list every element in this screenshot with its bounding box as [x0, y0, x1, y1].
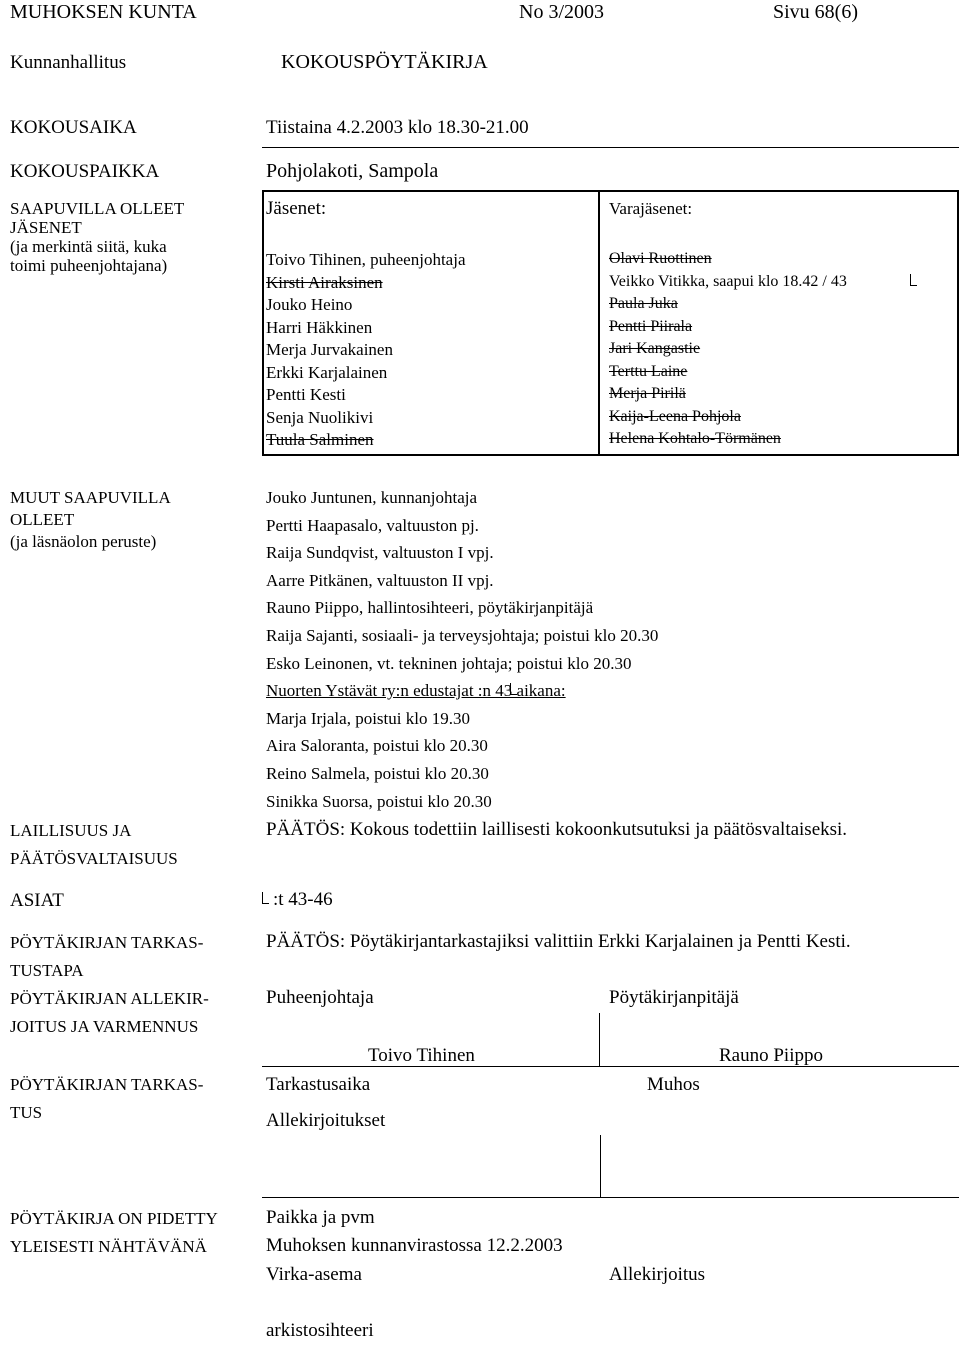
meeting-time-value: Tiistaina 4.2.2003 klo 18.30-21.00	[266, 117, 529, 138]
document-type: KOKOUSPÖYTÄKIRJA	[281, 51, 488, 73]
members-heading: Jäsenet:	[266, 198, 327, 219]
issue-number: No 3/2003	[519, 1, 604, 23]
other-attendee-item: Raija Sajanti, sosiaali- ja terveysjohtaja; poistui klo 20.30	[266, 626, 659, 645]
secretary-name: Rauno Piippo	[719, 1045, 823, 1066]
deputy-item: Helena Kohtalo-Törmänen	[609, 430, 781, 447]
inspection-place: Muhos	[647, 1074, 700, 1095]
other-attendee-item: Rauno Piippo, hallintosihteeri, pöytäkirjanpitäjä	[266, 598, 594, 618]
attendees-label-1: SAAPUVILLA OLLEET	[10, 199, 185, 218]
deputy-item: Veikko Vitikka, saapui klo 18.42 / 43	[609, 272, 847, 290]
legality-decision: PÄÄTÖS: Kokous todettiin laillisesti kokoonkutsutuksi ja päätösvaltaiseksi.	[266, 819, 848, 840]
meeting-time-label: KOKOUSAIKA	[10, 117, 137, 138]
attendees-bottom-rule	[262, 454, 959, 456]
mark-glyph-deputies	[910, 274, 919, 290]
member-item: Jouko Heino	[266, 295, 353, 314]
other-attendee-item: Raija Sundqvist, valtuuston I vpj.	[266, 543, 494, 563]
inspection-method-label-2: TUSTAPA	[10, 961, 84, 980]
deputy-item: Paula Juka	[609, 295, 678, 312]
other-attendee-item: Aira Saloranta, poistui klo 20.30	[266, 736, 488, 756]
attendees-label-3: (ja merkintä siitä, kuka	[10, 237, 167, 256]
signature-label: Allekirjoitus	[609, 1264, 706, 1285]
mark-glyph-matters	[262, 892, 271, 908]
time-rule	[262, 147, 959, 148]
deputy-item: Olavi Ruottinen	[609, 250, 712, 267]
deputy-item: Kaija-Leena Pohjola	[609, 407, 741, 425]
meeting-place-value: Pohjolakoti, Sampola	[266, 160, 439, 182]
attendees-label-2: JÄSENET	[10, 218, 82, 237]
member-item: Pentti Kesti	[266, 385, 346, 404]
legality-label-1: LAILLISUUS JA	[10, 821, 132, 840]
chair-label: Puheenjohtaja	[266, 987, 374, 1008]
member-item: Kirsti Airaksinen	[266, 272, 383, 292]
signing-label-2: JOITUS JA VARMENNUS	[10, 1017, 199, 1036]
member-item: Tuula Salminen	[266, 430, 374, 449]
other-attendee-item: Nuorten Ystävät ry:n edustajat :n 43 aikana:	[266, 681, 566, 701]
attendees-top-rule	[262, 190, 959, 192]
others-label-3: (ja läsnäolon peruste)	[10, 532, 157, 551]
signature-divider-1	[599, 1013, 600, 1066]
inspection-method-decision: PÄÄTÖS: Pöytäkirjantarkastajiksi valittiin Erkki Karjalainen ja Pentti Kesti.	[266, 931, 851, 952]
position-value: arkistosihteeri	[266, 1320, 374, 1341]
signature-rule-2	[262, 1197, 959, 1198]
inspection-label-2: TUS	[10, 1103, 43, 1122]
page-number: Sivu 68(6)	[773, 1, 858, 23]
signature-divider-2	[600, 1135, 601, 1198]
other-attendee-item: Esko Leinonen, vt. tekninen johtaja; poistui klo 20.30	[266, 653, 632, 673]
others-label-2: OLLEET	[10, 510, 75, 529]
inspection-time-label: Tarkastusaika	[266, 1074, 371, 1095]
secretary-label: Pöytäkirjanpitäjä	[609, 987, 739, 1008]
signature-rule-1	[262, 1066, 959, 1067]
others-label-1: MUUT SAAPUVILLA	[10, 488, 171, 507]
other-attendee-item: Pertti Haapasalo, valtuuston pj.	[266, 515, 479, 535]
attendees-left-rule	[262, 190, 264, 456]
deputies-heading: Varajäsenet:	[609, 199, 693, 218]
member-item: Toivo Tihinen, puheenjohtaja	[266, 250, 466, 269]
inspection-label-1: PÖYTÄKIRJAN TARKAS-	[10, 1075, 204, 1094]
other-attendee-item: Sinikka Suorsa, poistui klo 20.30	[266, 791, 492, 811]
other-attendee-item: Reino Salmela, poistui klo 20.30	[266, 764, 489, 783]
municipality-name: MUHOKSEN KUNTA	[10, 1, 197, 23]
deputy-item: Jari Kangastie	[609, 340, 701, 357]
inspection-method-label-1: PÖYTÄKIRJAN TARKAS-	[10, 933, 204, 952]
chair-name: Toivo Tihinen	[368, 1045, 475, 1066]
member-item: Senja Nuolikivi	[266, 407, 374, 427]
other-attendee-item: Aarre Pitkänen, valtuuston II vpj.	[266, 570, 494, 590]
public-label-2: YLEISESTI NÄHTÄVÄNÄ	[10, 1237, 207, 1256]
place-date-label: Paikka ja pvm	[266, 1207, 375, 1228]
matters-value: :t 43-46	[273, 889, 333, 910]
member-item: Merja Jurvakainen	[266, 340, 393, 359]
other-attendee-item: Marja Irjala, poistui klo 19.30	[266, 708, 470, 728]
legality-label-2: PÄÄTÖSVALTAISUUS	[10, 849, 178, 868]
mark-glyph-others	[510, 683, 519, 699]
deputy-item: Terttu Laine	[609, 362, 688, 380]
place-date-value: Muhoksen kunnanvirastossa 12.2.2003	[266, 1235, 563, 1256]
member-item: Erkki Karjalainen	[266, 362, 388, 382]
signing-label-1: PÖYTÄKIRJAN ALLEKIR-	[10, 989, 209, 1008]
meeting-place-label: KOKOUSPAIKKA	[10, 161, 160, 182]
position-label: Virka-asema	[266, 1264, 362, 1285]
other-attendee-item: Jouko Juntunen, kunnanjohtaja	[266, 488, 478, 507]
attendees-label-4: toimi puheenjohtajana)	[10, 256, 168, 275]
signatures-label: Allekirjoitukset	[266, 1110, 386, 1131]
deputy-item: Merja Pirilä	[609, 385, 686, 402]
attendees-middle-rule	[598, 190, 600, 456]
public-label-1: PÖYTÄKIRJA ON PIDETTY	[10, 1209, 218, 1228]
matters-label: ASIAT	[10, 890, 64, 911]
member-item: Harri Häkkinen	[266, 317, 373, 337]
deputy-item: Pentti Piirala	[609, 317, 693, 335]
body-name: Kunnanhallitus	[10, 52, 127, 73]
attendees-right-rule	[957, 190, 959, 456]
